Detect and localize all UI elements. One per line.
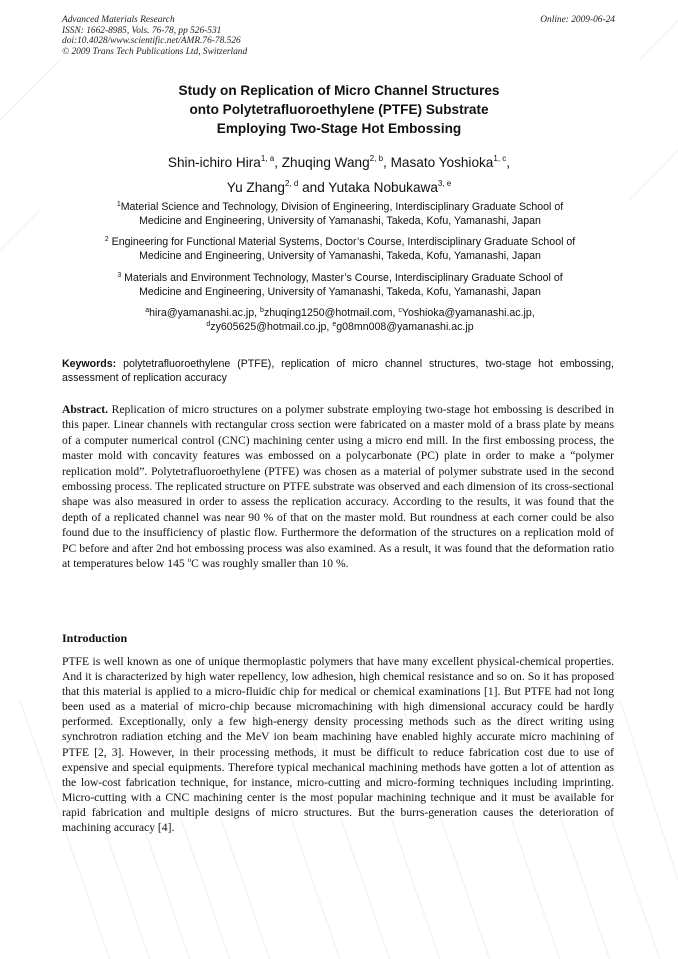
keywords-label: Keywords: <box>62 358 117 370</box>
abstract-section <box>62 402 614 571</box>
affiliation-line: Medicine and Engineering, University of Yamanashi, Takeda, Kofu, Yamanashi, Japan <box>139 250 541 263</box>
keywords-text: polytetrafluoroethylene (PTFE), replication of micro channel structures, two-stage hot embossing, assessment of replication accuracy <box>62 358 614 385</box>
affiliation-number: 2 <box>104 236 109 243</box>
affiliation-line: Material Science and Technology, Division of Engineering, Interdisciplinary Graduate School of <box>120 201 564 213</box>
author-conjunction: and <box>302 180 325 195</box>
paper-title <box>0 81 678 138</box>
title-line-2: onto Polytetrafluoroethylene (PTFE) Substrate <box>189 102 489 117</box>
introduction-heading: Introduction <box>62 631 128 645</box>
email-link[interactable]: zy605625@hotmail.co.jp, <box>210 321 330 333</box>
keywords-section <box>62 357 614 385</box>
author-affil-mark: 3, e <box>437 179 452 188</box>
author-list <box>0 150 678 200</box>
email-mark: b <box>260 307 264 314</box>
affiliation-3 <box>62 271 618 300</box>
author-name: Yutaka Nobukawa <box>328 180 438 195</box>
abstract-text-end: C was roughly smaller than 10 %. <box>191 557 349 571</box>
email-link[interactable]: Yoshioka@yamanashi.ac.jp, <box>401 307 535 319</box>
abstract-label: Abstract. <box>62 403 109 416</box>
journal-header <box>62 15 247 57</box>
affiliation-line: Materials and Environment Technology, Master’s Course, Interdisciplinary Graduate School of <box>124 272 563 284</box>
author-emails <box>62 306 618 334</box>
journal-name: Advanced Materials Research <box>62 15 175 25</box>
author-name: Shin-ichiro Hira <box>167 155 261 170</box>
degree-sign: o <box>187 556 192 565</box>
affiliation-line: Medicine and Engineering, University of Yamanashi, Takeda, Kofu, Yamanashi, Japan <box>139 286 541 299</box>
email-mark: a <box>145 307 150 314</box>
author-line-1: Shin-ichiro Hira$^{1, a}$, Zhuqing Wang$^{2, b}$, Masato Yoshioka$^{1, c}$, <box>167 154 511 170</box>
author-line-2 <box>0 175 678 200</box>
title-line-3: Employing Two-Stage Hot Embossing <box>216 121 462 136</box>
affiliation-line: Engineering for Functional Material Systems, Doctor’s Course, Interdisciplinary Graduate School of <box>111 236 576 248</box>
author-name: Masato Yoshioka <box>390 155 494 170</box>
email-link[interactable]: g08mn008@yamanashi.ac.jp <box>336 321 474 333</box>
introduction-text: PTFE is well known as one of unique thermoplastic polymers that have many excellent physical-chemical properties. And it is characterized by high water repellency, low adhesion, high chemical resistance and so on. So it has proposed that this material is applied to a micro-fluidic chip for medical or chemical examinations [1]. But PTFE had not long been used as a material of micro-chip because micromachining with high dimensional accuracy could be hardly performed. Exceptionally, only a few high-energy density processing methods such as the direct writing using synchrotron radiation etching and the MeV ion beam machining have enabled highly accurate micro machining of PTFE [2, 3]. However, in their processing methods, it must be difficult to reduce fabrication cost due to use of expensive and special equipments. Therefore typical mechanical machining methods have gotten a lot of attention as the low-cost fabrication technique, for instance, micro-cutting and micro-forming techniques including imprinting. Micro-cutting with a CNC machining center is the most popular machining technique and it must be available for rapid fabrication and multiple designs of micro structures. But the burrs-generation causes the deterioration of machining accuracy [4]. <box>62 655 614 835</box>
title-line-1: Study on Replication of Micro Channel Structures <box>178 83 500 98</box>
online-date: Online: 2009-06-24 <box>540 15 615 25</box>
author-affil-mark: 2, d <box>284 179 299 188</box>
journal-copyright: © 2009 Trans Tech Publications Ltd, Switzerland <box>62 46 248 57</box>
author-name: Yu Zhang <box>226 180 285 195</box>
author-name: Zhuqing Wang <box>281 155 370 170</box>
email-mark: c <box>398 307 402 314</box>
affiliation-1 <box>62 200 618 229</box>
email-link[interactable]: zhuqing1250@hotmail.com, <box>263 307 396 319</box>
author-affil-mark: 1, a <box>260 154 275 163</box>
affiliation-2 <box>62 235 618 264</box>
author-affil-mark: 2, b <box>369 154 384 163</box>
journal-doi[interactable]: doi:10.4028/www.scientific.net/AMR.76-78.526 <box>62 36 241 47</box>
email-mark: e <box>332 321 337 328</box>
email-link[interactable]: hira@yamanashi.ac.jp, <box>149 307 258 319</box>
affiliation-line: Medicine and Engineering, University of Yamanashi, Takeda, Kofu, Yamanashi, Japan <box>139 215 541 228</box>
journal-issn: ISSN: 1662-8985, Vols. 76-78, pp 526-531 <box>62 25 222 36</box>
email-mark: d <box>206 321 211 328</box>
abstract-text: Replication of micro structures on a polymer substrate employing two-stage hot embossing is described in this paper. Linear channels with rectangular cross section were fabricated on a master mold of a brass plate by means of a computer numerical control (CNC) machining center using a micro end mill. In the first embossing process, the master mold with concavity features was embossed on a polycarbonate (PC) plate in order to make a “polymer replication mold”. Polytetrafluoroethylene (PTFE) was chosen as a material of polymer substrate used in the second embossing process. The replicated structure on PTFE substrate was observed and each dimension of its cross-sectional shape was also measured in order to assess the replication accuracy. According to the results, it was found that the depth of a replicated channel was near 90 % of that on the master mold. But roundness at each corner could be also found due to the insufficiency of plastic flow. Furthermore the deformation of the structures on a replication mold of PC before and after 2nd hot embossing process was also examined. As a result, it was found that the deformation ratio at temperatures below 145 <box>62 403 614 571</box>
author-affil-mark: 1, c <box>493 154 507 163</box>
affiliation-number: 3 <box>117 272 122 279</box>
affiliation-number: 1 <box>116 201 121 208</box>
